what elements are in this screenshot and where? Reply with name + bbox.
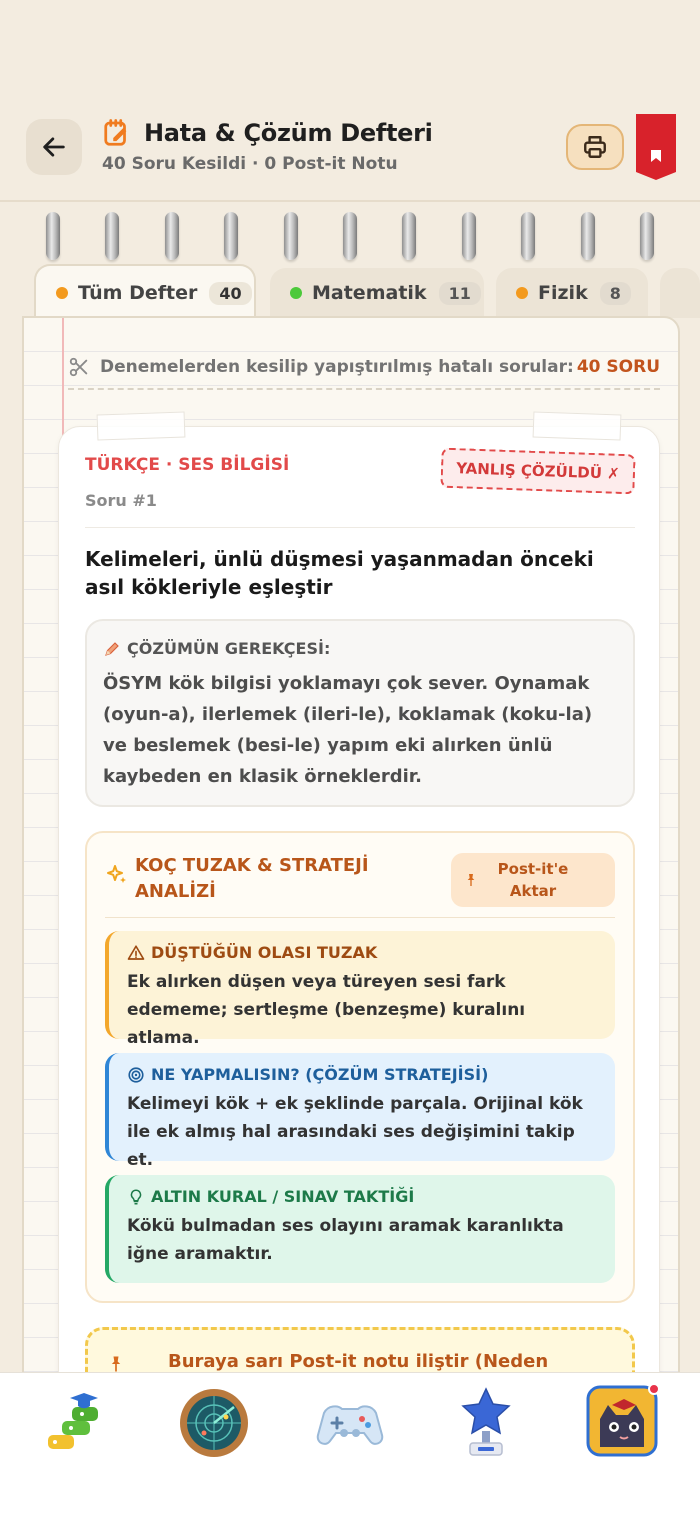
tab-count: 11 (439, 282, 481, 305)
nav-games[interactable] (310, 1383, 390, 1463)
target-icon (127, 1066, 145, 1084)
gamepad-icon (310, 1383, 390, 1463)
notebook-edit-icon (102, 118, 132, 148)
top-bar (0, 0, 700, 202)
strategy-tip (105, 1053, 615, 1170)
tab-more[interactable] (660, 268, 700, 318)
tab-dot (516, 287, 528, 299)
spiral-binding (0, 212, 700, 264)
spiral-ring (521, 212, 535, 260)
pushpin-icon (463, 872, 479, 888)
nav-path-map[interactable] (38, 1383, 118, 1463)
spiral-ring (402, 212, 416, 260)
divider (105, 917, 615, 918)
cat-avatar-icon (584, 1383, 664, 1463)
scissors-icon (68, 356, 90, 378)
subject-label: TÜRKÇE · SES BİLGİSİ (85, 455, 290, 475)
printer-icon (582, 134, 608, 160)
status-badge: YANLIŞ ÇÖZÜLDÜ ✗ (440, 448, 635, 495)
question-card (58, 426, 660, 1426)
subject-tabs (0, 264, 700, 316)
tab-all-notebook[interactable] (34, 264, 256, 320)
bottom-nav (0, 1372, 700, 1521)
notebook-page (22, 316, 680, 1416)
spiral-ring (462, 212, 476, 260)
back-button[interactable] (26, 119, 82, 175)
trophy-icon (446, 1383, 526, 1463)
tape-strip (97, 411, 186, 440)
print-button[interactable] (566, 124, 624, 170)
rule-text: Kökü bulmadan ses olayını aramak karanlıkta iğne aramaktır. (127, 1216, 564, 1264)
question-text: Kelimeleri, ünlü düşmesi yaşanmadan önceki asıl kökleriyle eşleştir (85, 547, 594, 599)
sparkles-icon (105, 863, 129, 887)
arrow-left-icon (40, 133, 68, 161)
tab-label: Fizik (538, 282, 588, 304)
bookmark-ribbon-icon[interactable] (636, 114, 676, 180)
spiral-ring (165, 212, 179, 260)
tape-strip (533, 411, 622, 440)
warning-icon (127, 944, 145, 962)
nav-profile[interactable] (584, 1383, 664, 1463)
lightbulb-icon (127, 1188, 145, 1206)
radar-icon (174, 1383, 254, 1463)
question-count: 40 SORU (576, 357, 660, 377)
path-map-icon (38, 1383, 118, 1463)
trap-title: DÜŞTÜĞÜN OLASI TUZAK (151, 943, 378, 962)
tab-matematik[interactable] (270, 268, 484, 318)
rule-title: ALTIN KURAL / SINAV TAKTİĞİ (151, 1187, 415, 1206)
spiral-ring (224, 212, 238, 260)
reason-title: ÇÖZÜMÜN GEREKÇESİ: (127, 639, 331, 658)
tab-dot (56, 287, 68, 299)
tab-count: 40 (209, 282, 251, 305)
spiral-ring (46, 212, 60, 260)
spiral-ring (343, 212, 357, 260)
tab-count: 8 (600, 282, 631, 305)
postit-button-label: Post-it'e Aktar (497, 860, 569, 900)
nav-radar[interactable] (174, 1383, 254, 1463)
spiral-ring (284, 212, 298, 260)
golden-rule-tip (105, 1175, 615, 1283)
question-number: Soru #1 (85, 491, 157, 510)
sheet-info-text: Denemelerden kesilip yapıştırılmış hatalı sorular: (100, 357, 574, 377)
reason-text: ÖSYM kök bilgisi yoklamayı çok sever. Oynamak (oyun-a), ilerlemek (ileri-le), koklamak (koku-la) ve beslemek (besi-le) yapım eki alırken ünlü kaybeden en klasik örneklerdir. (103, 673, 593, 787)
trap-tip (105, 931, 615, 1048)
coach-title: KOÇ TUZAK & STRATEJİ ANALİZİ (135, 855, 369, 902)
strategy-title: NE YAPMALISIN? (ÇÖZÜM STRATEJİSİ) (151, 1065, 489, 1084)
postit-placeholder: Buraya sarı Post-it notu iliştir (Neden (168, 1351, 549, 1372)
tab-label: Tüm Defter (78, 282, 198, 304)
page-subtitle: 40 Soru Kesildi · 0 Post-it Notu (102, 154, 398, 174)
tab-fizik[interactable] (496, 268, 648, 318)
pushpin-icon (106, 1354, 126, 1374)
trap-text: Ek alırken düşen veya türeyen sesi fark edememe; sertleşme (benzeşme) kuralını atlama. (127, 972, 526, 1048)
tab-label: Matematik (312, 282, 427, 304)
strategy-text: Kelimeyi kök + ek şeklinde parçala. Orijinal kök ile ek almış hal arasındaki ses değişimini takip et. (127, 1094, 583, 1170)
spiral-ring (640, 212, 654, 260)
page-title: Hata & Çözüm Defteri (144, 119, 433, 147)
pencil-icon (103, 640, 121, 658)
spiral-ring (105, 212, 119, 260)
tab-dot (290, 287, 302, 299)
spiral-ring (581, 212, 595, 260)
postit-transfer-button[interactable] (451, 853, 615, 907)
reason-box (85, 619, 635, 807)
sheet-info (68, 346, 660, 390)
nav-trophy[interactable] (446, 1383, 526, 1463)
divider (85, 527, 635, 528)
coach-analysis (85, 831, 635, 1303)
